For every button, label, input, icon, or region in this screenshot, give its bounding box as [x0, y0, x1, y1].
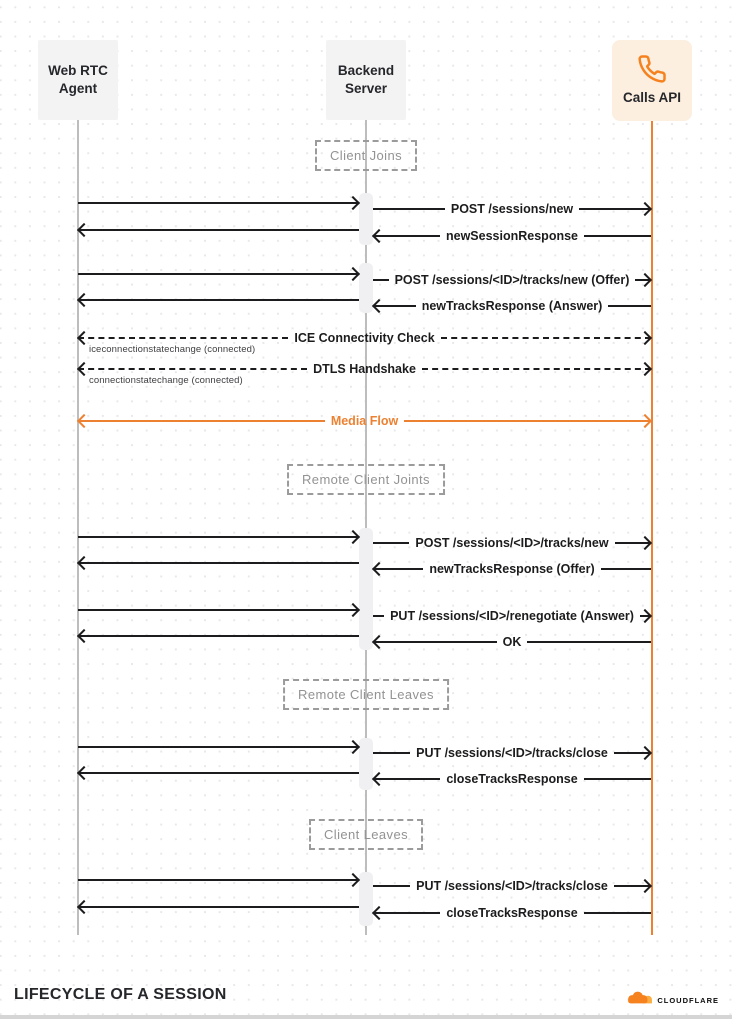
arrowhead-right-icon: [638, 536, 652, 550]
message-post-sessions-new: [373, 196, 651, 222]
arrow-agent-to-backend: [78, 734, 359, 760]
diagram-title: LIFECYCLE OF A SESSION: [14, 986, 227, 1003]
message-put-tracks-close: [373, 873, 651, 899]
arrowhead-left-icon: [77, 362, 91, 376]
actor-label: Backend: [337, 62, 395, 78]
message-label: closeTracksResponse: [446, 906, 578, 920]
arrowhead-left-icon: [372, 635, 386, 649]
message-label: ICE Connectivity Check: [294, 331, 435, 345]
arrow-agent-to-backend: [78, 524, 359, 550]
phone-icon: [637, 54, 667, 84]
actor-label: Web RTC: [48, 62, 108, 78]
message-put-tracks-close: [373, 740, 651, 766]
message-put-renegotiate-answer: [373, 603, 651, 629]
arrow-backend-to-agent: [78, 287, 359, 313]
message-label: POST /sessions/<ID>/tracks/new: [415, 536, 609, 550]
message-new-session-response: [373, 223, 651, 249]
cloudflare-logo: [625, 988, 719, 1012]
message-label: newSessionResponse: [446, 229, 578, 243]
actor-label: Calls API: [622, 89, 682, 105]
arrowhead-left-icon: [77, 766, 91, 780]
arrow-backend-to-agent: [78, 894, 359, 920]
arrowhead-right-icon: [638, 273, 652, 287]
arrowhead-left-icon: [77, 414, 91, 428]
arrowhead-right-icon: [638, 609, 652, 623]
message-close-tracks-response: [373, 900, 651, 926]
message-post-tracks-new-offer: [373, 267, 651, 293]
message-label: DTLS Handshake: [313, 362, 416, 376]
arrowhead-left-icon: [77, 223, 91, 237]
arrowhead-left-icon: [77, 331, 91, 345]
message-label: closeTracksResponse: [446, 772, 578, 786]
arrowhead-right-icon: [638, 414, 652, 428]
arrow-line: [78, 202, 359, 204]
message-new-tracks-response-offer: [373, 556, 651, 582]
arrowhead-left-icon: [372, 562, 386, 576]
message-new-tracks-response-answer: [373, 293, 651, 319]
arrowhead-right-icon: [638, 879, 652, 893]
arrowhead-left-icon: [77, 629, 91, 643]
actor-web-rtc-agent: [38, 40, 118, 120]
arrow-backend-to-agent: [78, 623, 359, 649]
cloudflare-wordmark: CLOUDFLARE: [657, 995, 719, 1005]
note-ice-connection-state: iceconnectionstatechange (connected): [89, 344, 256, 355]
phase-remote-client-joins: Remote Client Joints: [287, 464, 445, 495]
arrowhead-right-icon: [638, 362, 652, 376]
activation-bar: [359, 528, 373, 650]
arrow-backend-to-agent: [78, 760, 359, 786]
arrowhead-right-icon: [638, 202, 652, 216]
arrowhead-left-icon: [372, 299, 386, 313]
arrow-backend-to-agent: [78, 550, 359, 576]
activation-bar: [359, 738, 373, 790]
message-label: PUT /sessions/<ID>/tracks/close: [416, 746, 608, 760]
message-label: Media Flow: [330, 414, 399, 428]
arrow-agent-to-backend: [78, 190, 359, 216]
message-label: newTracksResponse (Offer): [429, 562, 595, 576]
actor-backend-server: [326, 40, 406, 120]
phase-client-joins: Client Joins: [315, 140, 417, 171]
arrow-agent-to-backend: [78, 597, 359, 623]
message-label: POST /sessions/<ID>/tracks/new (Offer): [394, 273, 630, 287]
arrowhead-left-icon: [372, 906, 386, 920]
bottom-edge-divider: [0, 1015, 732, 1019]
arrow-agent-to-backend: [78, 867, 359, 893]
arrowhead-right-icon: [346, 267, 360, 281]
arrowhead-left-icon: [77, 900, 91, 914]
arrowhead-right-icon: [346, 530, 360, 544]
phase-remote-client-leaves: Remote Client Leaves: [283, 679, 449, 710]
message-media-flow: [78, 408, 651, 434]
arrowhead-right-icon: [638, 746, 652, 760]
arrowhead-left-icon: [372, 229, 386, 243]
message-label: OK: [502, 635, 522, 649]
lifeline-calls-api: [651, 120, 653, 935]
arrowhead-right-icon: [346, 740, 360, 754]
actor-calls-api: [612, 40, 692, 121]
arrowhead-left-icon: [77, 293, 91, 307]
actor-label: Agent: [58, 81, 98, 96]
arrowhead-right-icon: [638, 331, 652, 345]
arrowhead-left-icon: [372, 772, 386, 786]
arrow-backend-to-agent: [78, 217, 359, 243]
activation-bar: [359, 193, 373, 245]
message-close-tracks-response: [373, 766, 651, 792]
arrowhead-left-icon: [77, 556, 91, 570]
arrowhead-right-icon: [346, 603, 360, 617]
note-connection-state: connectionstatechange (connected): [89, 375, 243, 386]
message-ok: [373, 629, 651, 655]
phase-client-leaves: Client Leaves: [309, 819, 423, 850]
arrowhead-right-icon: [346, 196, 360, 210]
activation-bar: [359, 872, 373, 926]
message-label: PUT /sessions/<ID>/tracks/close: [416, 879, 608, 893]
cloudflare-cloud-icon: [625, 988, 654, 1012]
arrowhead-right-icon: [346, 873, 360, 887]
actor-label: Server: [344, 81, 388, 96]
arrow-agent-to-backend: [78, 261, 359, 287]
message-label: PUT /sessions/<ID>/renegotiate (Answer): [390, 609, 634, 623]
message-label: POST /sessions/new: [450, 202, 574, 216]
message-label: newTracksResponse (Answer): [421, 299, 603, 313]
message-post-tracks-new: [373, 530, 651, 556]
